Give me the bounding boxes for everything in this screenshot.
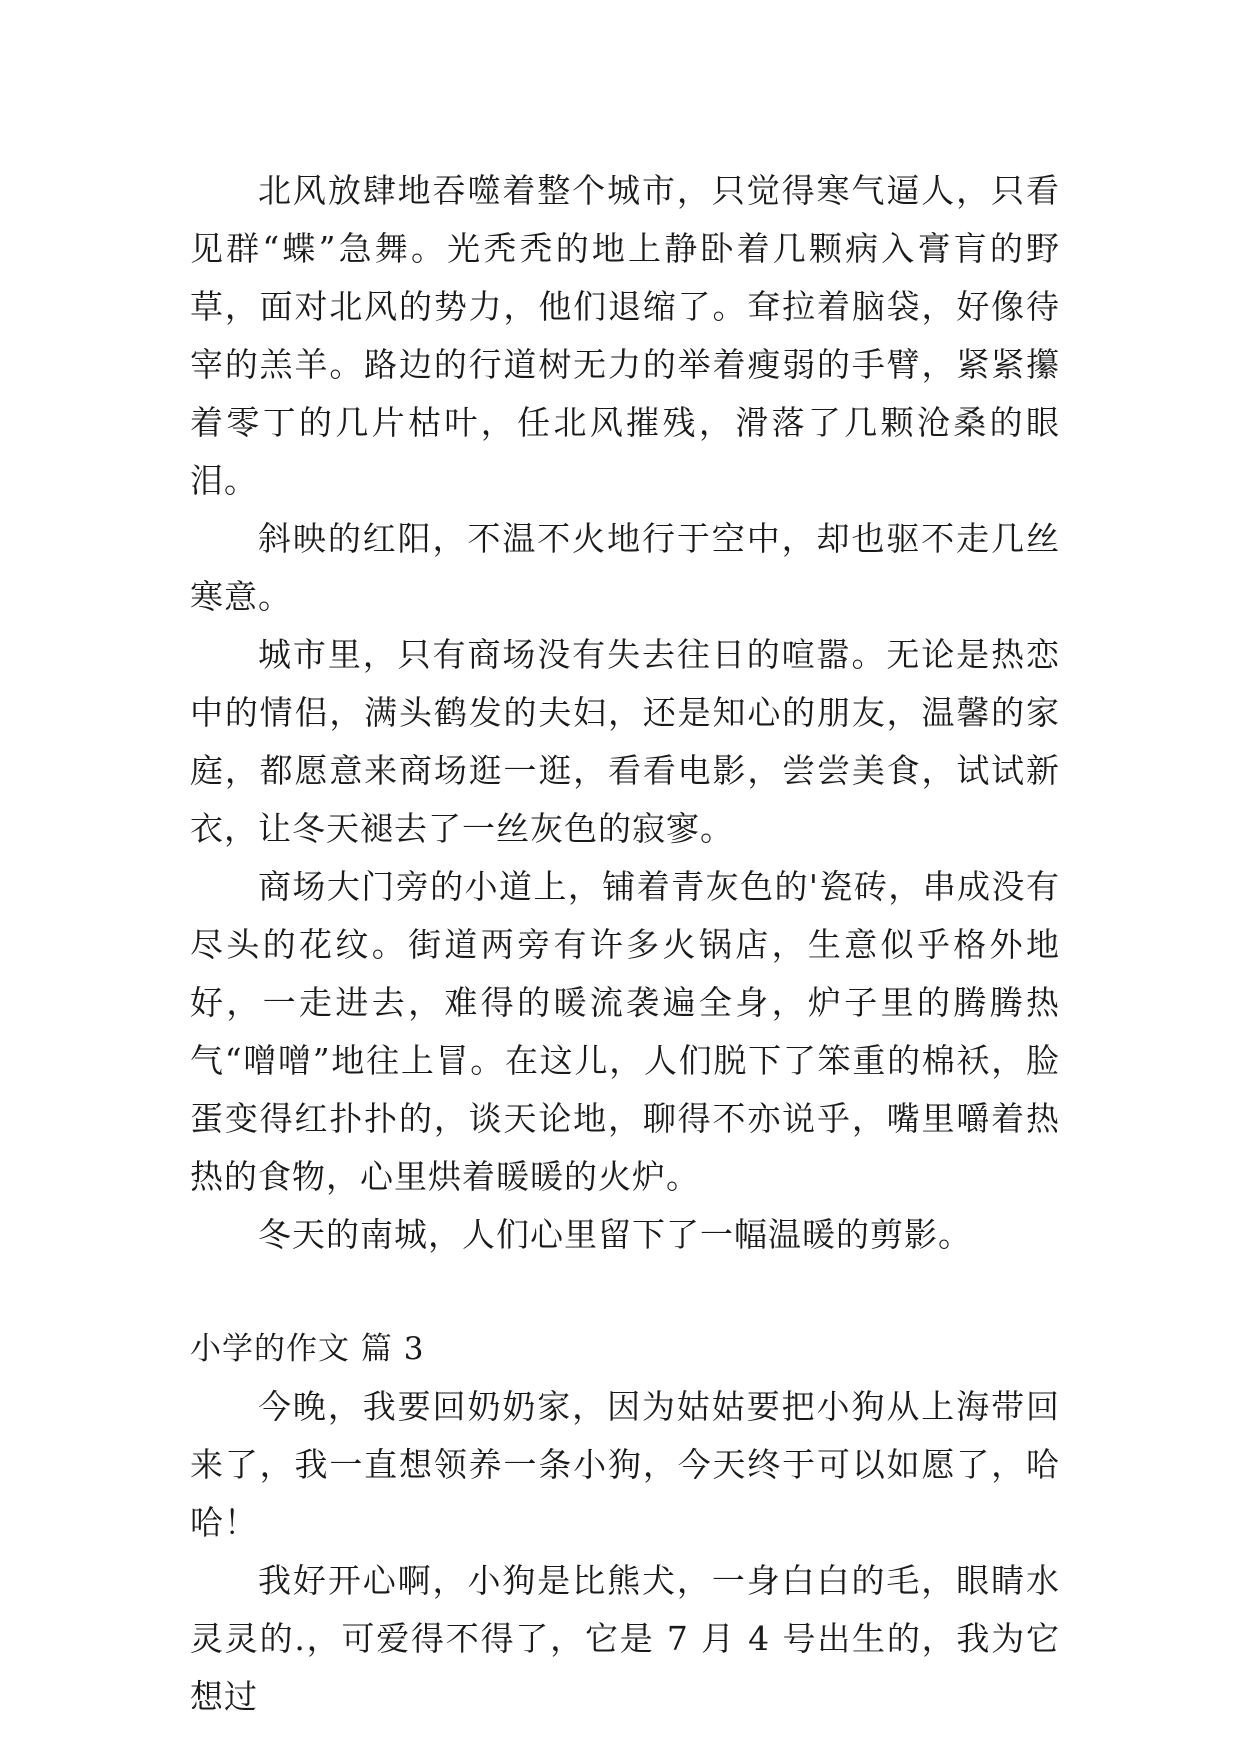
document-body xyxy=(190,162,1060,1726)
paragraph: 我好开心啊，小狗是比熊犬，一身白白的毛，眼睛水灵灵的.，可爱得不得了，它是 7 月 4 号出生的，我为它想过 xyxy=(190,1561,1060,1716)
section-title: 小学的作文 篇 3 xyxy=(190,1331,425,1367)
paragraph: 城市里，只有商场没有失去往日的喧嚣。无论是热恋中的情侣，满头鹤发的夫妇，还是知心的朋友，温馨的家庭，都愿意来商场逛一逛，看看电影，尝尝美食，试试新衣，让冬天褪去了一丝灰色的寂寥。 xyxy=(190,635,1060,848)
paragraph: 斜映的红阳，不温不火地行于空中，却也驱不走几丝寒意。 xyxy=(190,519,1060,616)
paragraph: 冬天的南城，人们心里留下了一幅温暖的剪影。 xyxy=(258,1215,972,1254)
paragraph: 北风放肆地吞噬着整个城市，只觉得寒气逼人，只看见群“蝶”急舞。光秃秃的地上静卧着几颗病入膏肓的野草，面对北风的势力，他们退缩了。耷拉着脑袋，好像待宰的羔羊。路边的行道树无力的举着瘦弱的手臂，紧紧攥着零丁的几片枯叶，任北风摧残，滑落了几颗沧桑的眼泪。 xyxy=(190,171,1060,500)
paragraph: 今晚，我要回奶奶家，因为姑姑要把小狗从上海带回来了，我一直想领养一条小狗，今天终于可以如愿了，哈哈！ xyxy=(190,1387,1060,1542)
paragraph: 商场大门旁的小道上，铺着青灰色的'瓷砖，串成没有尽头的花纹。街道两旁有许多火锅店，生意似乎格外地好，一走进去，难得的暖流袭遍全身，炉子里的腾腾热气“噌噌”地往上冒。在这儿，人们脱下了笨重的棉袄，脸蛋变得红扑扑的，谈天论地，聊得不亦说乎，嘴里嚼着热热的食物，心里烘着暖暖的火炉。 xyxy=(190,867,1060,1196)
